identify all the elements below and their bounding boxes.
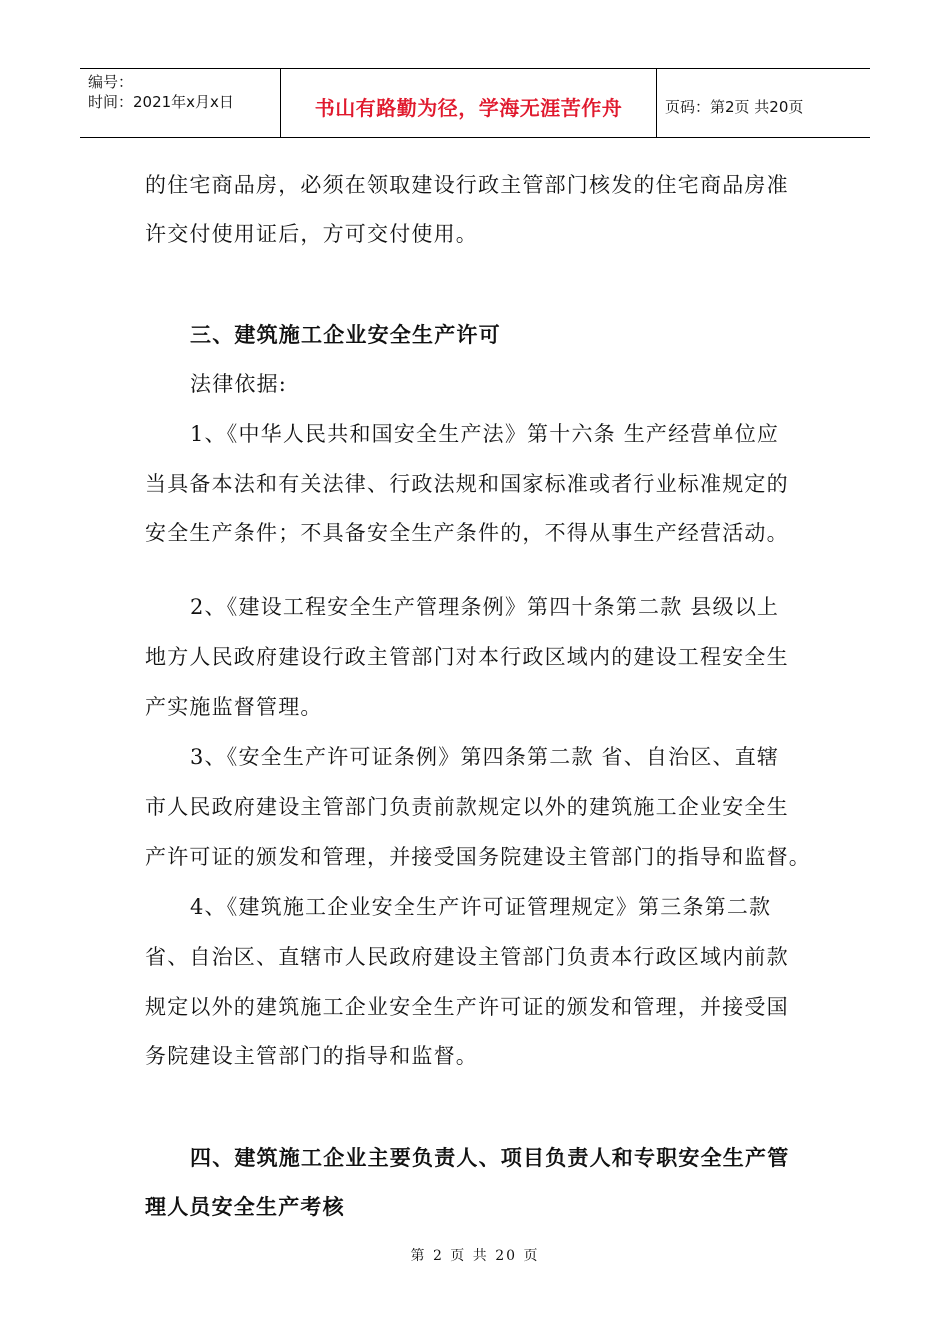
document-time-label: 时间：2021年x月x日 [88,93,234,111]
page-footer: 第 2 页 共 20 页 [410,1248,540,1264]
section-heading-3: 三、建筑施工企业安全生产许可 [190,323,501,347]
body-line: 规定以外的建筑施工企业安全生产许可证的颁发和管理，并接受国 [145,995,789,1019]
body-line: 1、《中华人民共和国安全生产法》第十六条 生产经营单位应 [190,422,780,446]
body-line: 许交付使用证后，方可交付使用。 [145,222,478,246]
body-line: 产许可证的颁发和管理，并接受国务院建设主管部门的指导和监督。 [145,845,811,869]
header-meta-cell [80,69,281,137]
body-line: 省、自治区、直辖市人民政府建设主管部门负责本行政区域内前款 [145,945,789,969]
header-motto: 书山有路勤为径，学海无涯苦作舟 [281,69,657,137]
body-line: 市人民政府建设主管部门负责前款规定以外的建筑施工企业安全生 [145,795,789,819]
body-line: 当具备本法和有关法律、行政法规和国家标准或者行业标准规定的 [145,472,789,496]
body-line: 安全生产条件；不具备安全生产条件的，不得从事生产经营活动。 [145,521,789,545]
section-heading-4: 四、建筑施工企业主要负责人、项目负责人和专职安全生产管 [190,1146,790,1170]
document-number-label: 编号： [88,73,134,91]
header-page-info: 页码：第2页 共20页 [665,97,804,116]
body-line: 地方人民政府建设行政主管部门对本行政区域内的建设工程安全生 [145,645,789,669]
page-header [80,68,870,138]
body-line: 2、《建设工程安全生产管理条例》第四十条第二款 县级以上 [190,595,780,619]
body-line: 4、《建筑施工企业安全生产许可证管理规定》第三条第二款 [190,895,772,919]
body-line: 3、《安全生产许可证条例》第四条第二款 省、自治区、直辖 [190,745,780,769]
body-line: 产实施监督管理。 [145,695,323,719]
body-line: 的住宅商品房，必须在领取建设行政主管部门核发的住宅商品房准 [145,173,789,197]
body-line: 务院建设主管部门的指导和监督。 [145,1044,478,1068]
section-heading-4-cont: 理人员安全生产考核 [145,1195,345,1219]
legal-basis-label: 法律依据: [190,372,288,396]
